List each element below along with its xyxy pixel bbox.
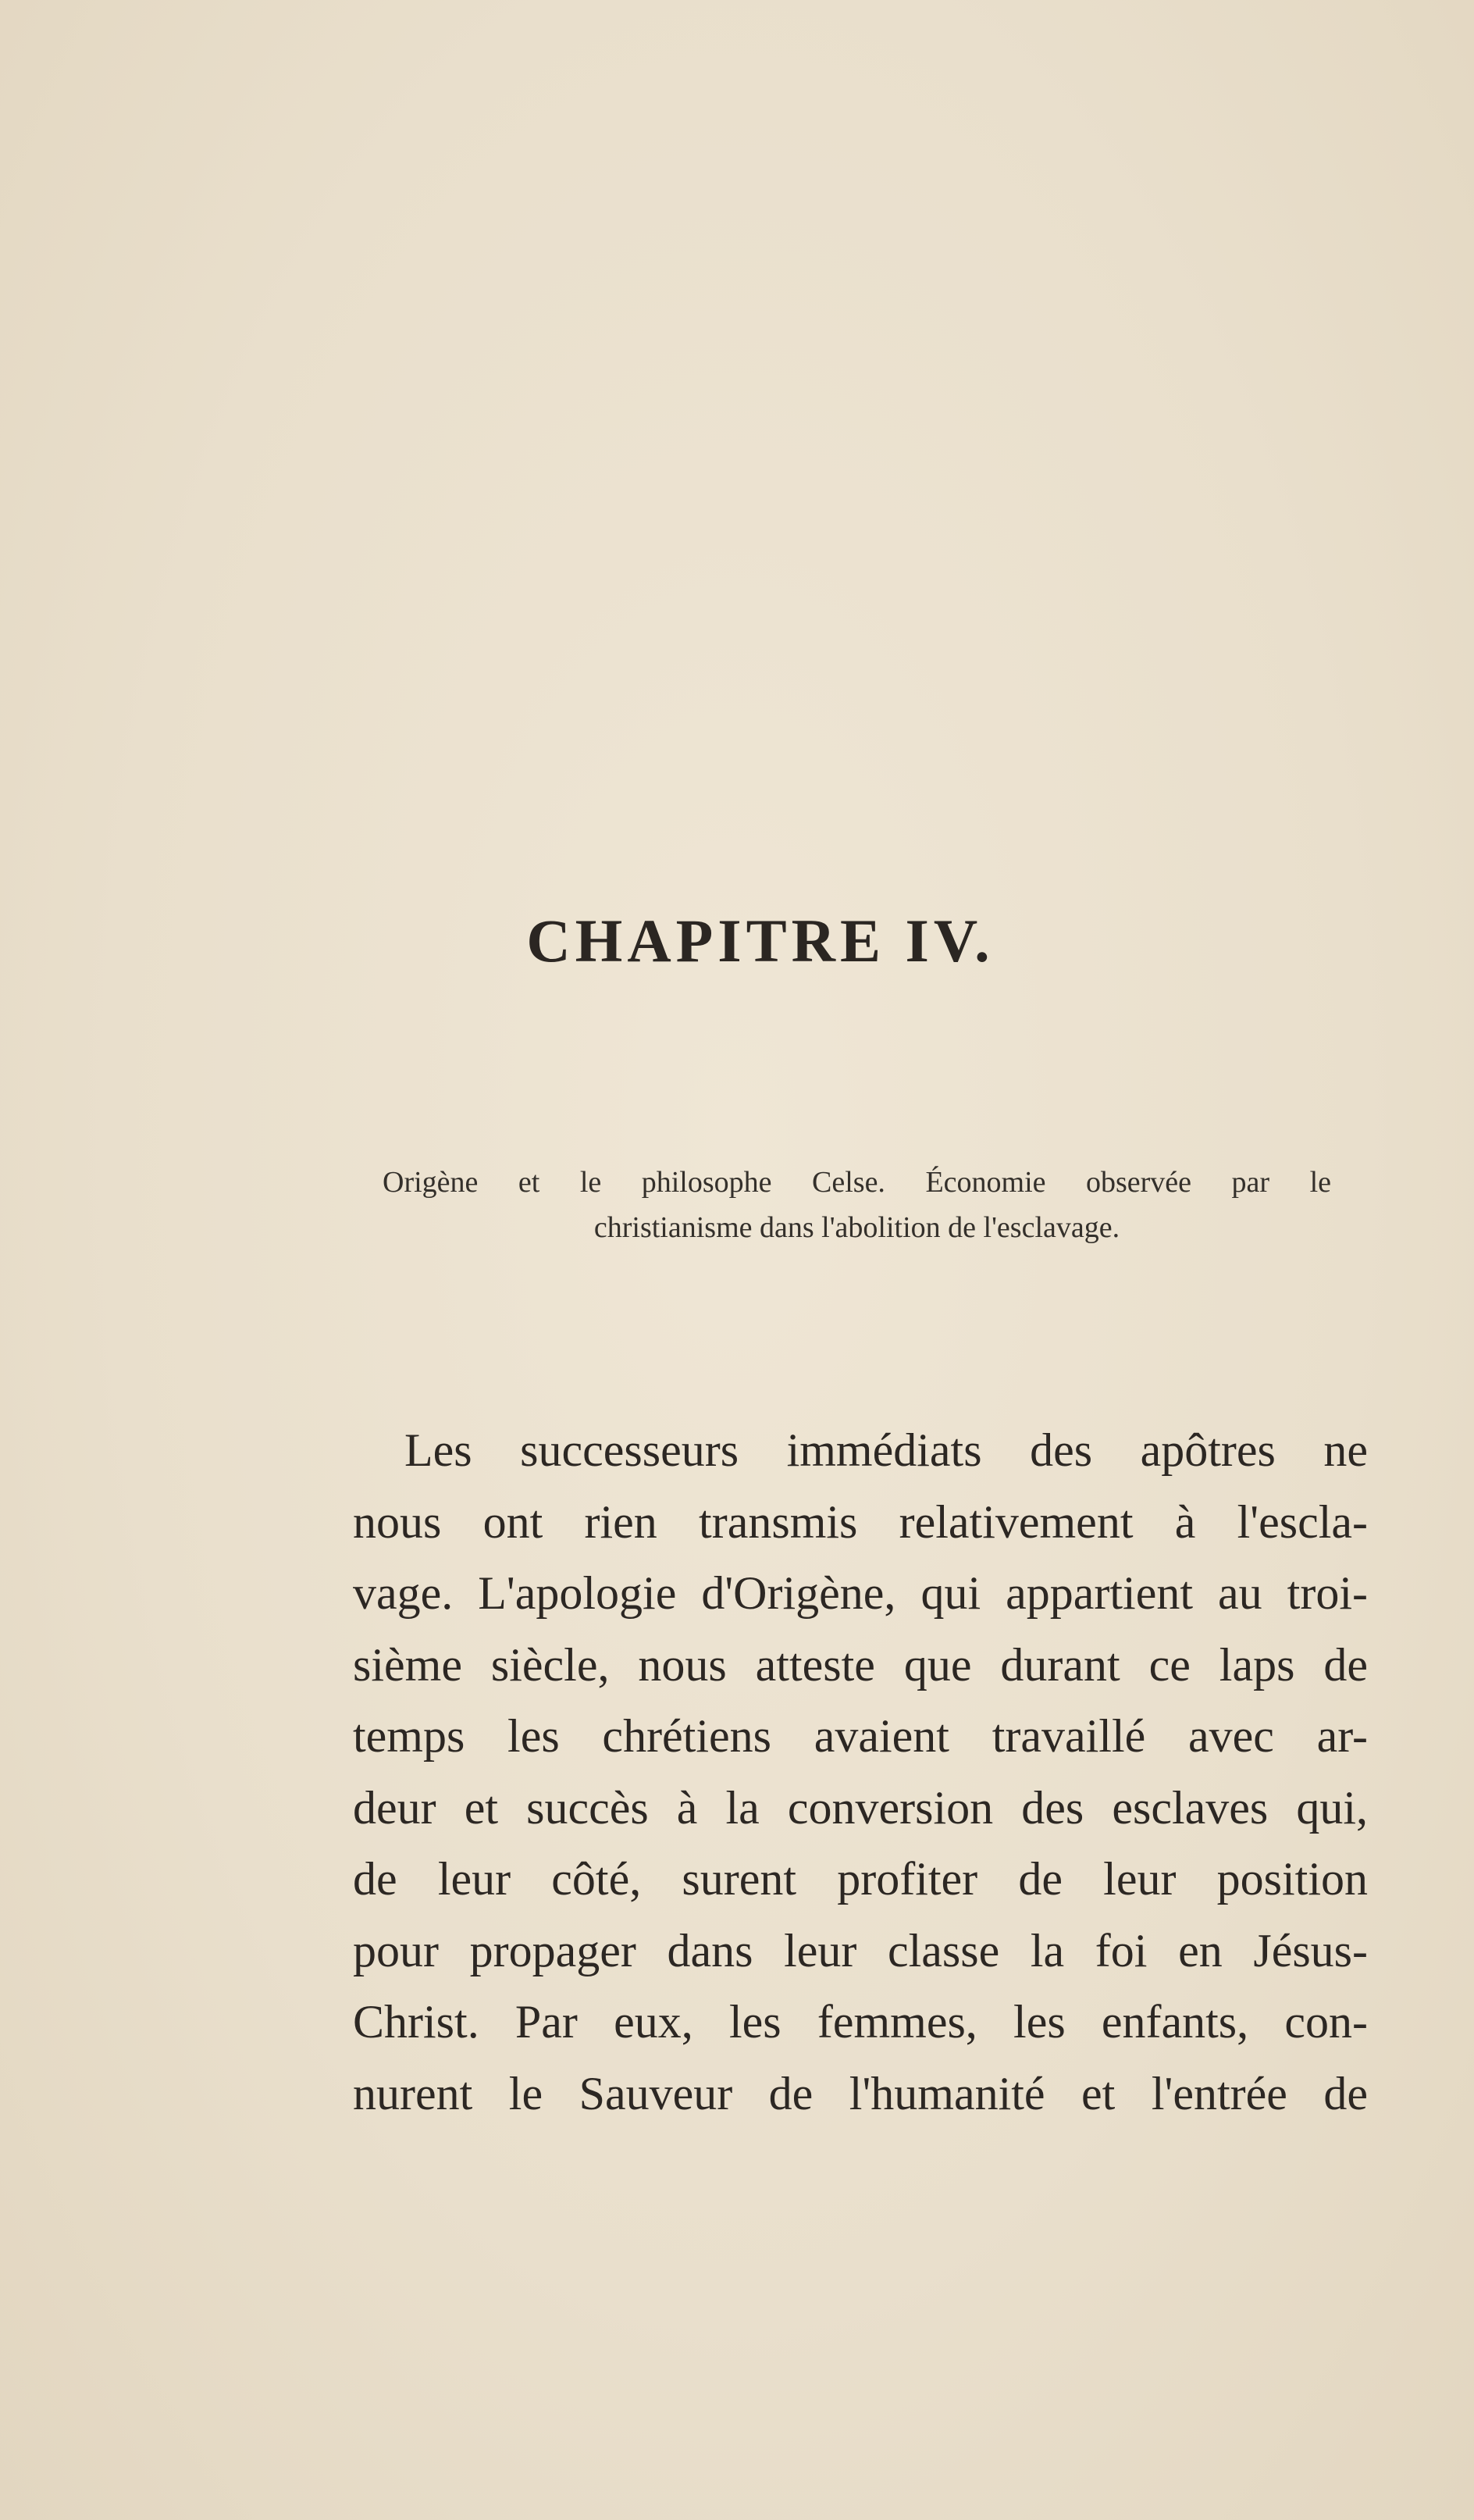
body-line: Les successeurs immédiats des apôtres ne <box>404 1424 1368 1476</box>
body-line: Christ. Par eux, les femmes, les enfants, con- <box>353 1996 1368 2048</box>
summary-line-1: Origène et le philosophe Celse. Économie observée par le <box>383 1166 1331 1199</box>
body-line: temps les chrétiens avaient travaillé avec ar- <box>353 1710 1368 1762</box>
body-line: de leur côté, surent profiter de leur position <box>353 1853 1368 1905</box>
chapter-title: CHAPITRE IV. <box>526 907 995 975</box>
body-line: pour propager dans leur classe la foi en Jésus- <box>353 1924 1368 1976</box>
chapter-summary <box>383 1160 1331 1250</box>
body-line: deur et succès à la conversion des esclaves qui, <box>353 1781 1368 1834</box>
body-line: sième siècle, nous atteste que durant ce laps de <box>353 1638 1368 1691</box>
summary-line-2: christianisme dans l'abolition de l'esclavage. <box>593 1211 1120 1244</box>
body-line: vage. L'apologie d'Origène, qui appartient au troi- <box>353 1567 1368 1619</box>
body-paragraph <box>353 1415 1368 2130</box>
body-line: nurent le Sauveur de l'humanité et l'entrée de <box>353 2067 1368 2119</box>
body-line: nous ont rien transmis relativement à l'escla- <box>353 1495 1368 1548</box>
